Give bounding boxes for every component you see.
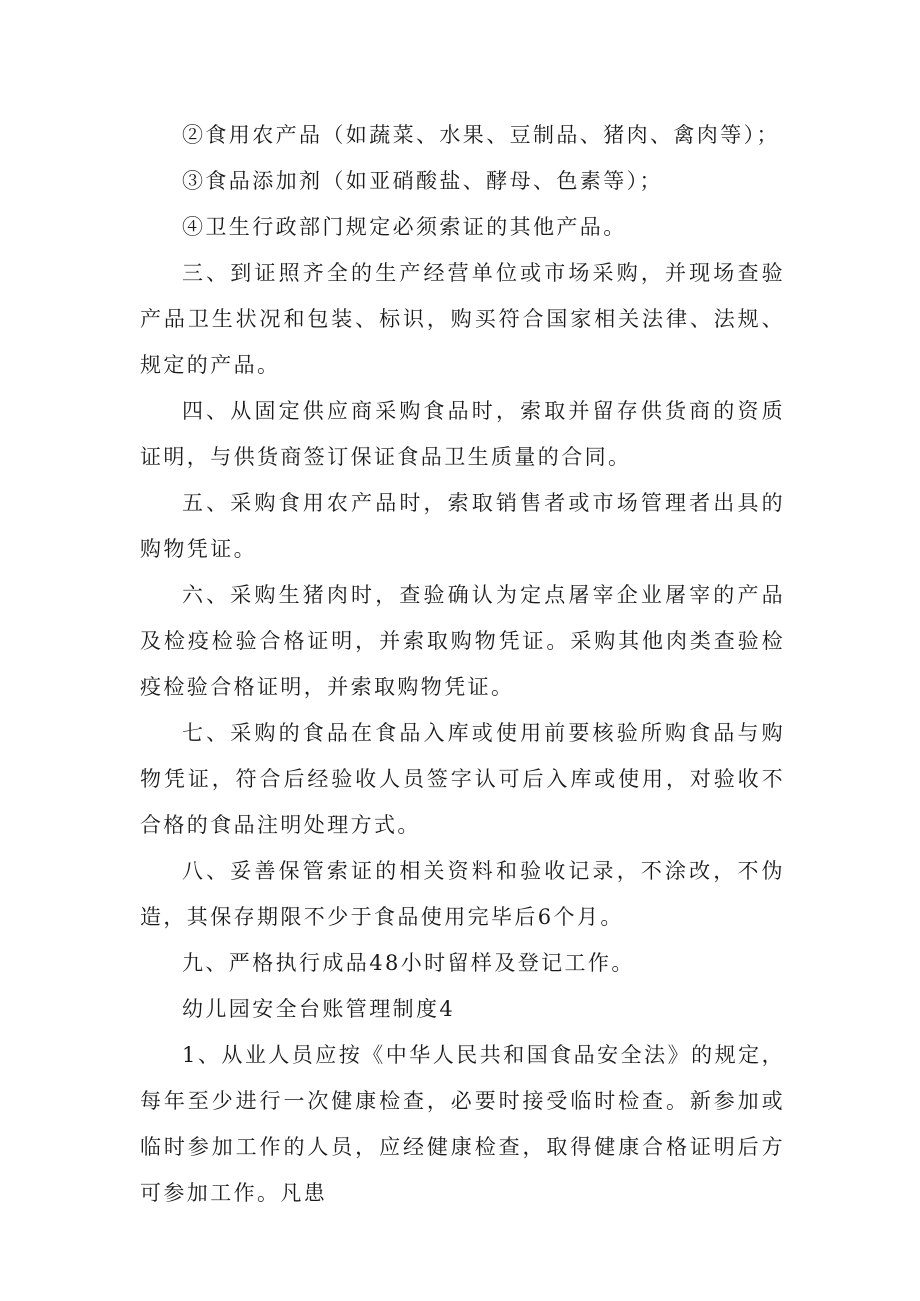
paragraph-section-5: 五、采购食用农产品时，索取销售者或市场管理者出具的购物凭证。 bbox=[140, 491, 785, 561]
paragraph-section-3: 三、到证照齐全的生产经营单位或市场采购，并现场查验产品卫生状况和包装、标识，购买符合国家相关法律、法规、规定的产品。 bbox=[140, 261, 785, 377]
section-heading: 幼儿园安全台账管理制度4 bbox=[182, 997, 456, 1021]
paragraph-section-6: 六、采购生猪肉时，查验确认为定点屠宰企业屠宰的产品及检疫检验合格证明，并索取购物凭证。采购其他肉类查验检疫检验合格证明，并索取购物凭证。 bbox=[140, 583, 785, 699]
paragraph-section-7: 七、采购的食品在食品入库或使用前要核验所购食品与购物凭证，符合后经验收人员签字认可后入库或使用，对验收不合格的食品注明处理方式。 bbox=[140, 721, 785, 837]
paragraph-section-8: 八、妥善保管索证的相关资料和验收记录，不涂改，不伪造，其保存期限不少于食品使用完毕后6个月。 bbox=[140, 859, 785, 929]
paragraph-rule-1: 1、从业人员应按《中华人民共和国食品安全法》的规定，每年至少进行一次健康检查，必要时接受临时检查。新参加或临时参加工作的人员，应经健康检查，取得健康合格证明后方可参加工作。凡患 bbox=[140, 1043, 785, 1205]
document-body bbox=[140, 112, 785, 1216]
paragraph-section-9: 九、严格执行成品48小时留样及登记工作。 bbox=[182, 951, 635, 975]
paragraph-item-4-other-products: ④卫生行政部门规定必须索证的其他产品。 bbox=[182, 215, 627, 239]
paragraph-section-4: 四、从固定供应商采购食品时，索取并留存供货商的资质证明，与供货商签订保证食品卫生质量的合同。 bbox=[140, 399, 785, 469]
paragraph-item-3-food-additives: ③食品添加剂（如亚硝酸盐、酵母、色素等）； bbox=[182, 169, 663, 193]
paragraph-item-2-edible-farm-products: ②食用农产品（如蔬菜、水果、豆制品、猪肉、禽肉等）； bbox=[182, 123, 780, 147]
